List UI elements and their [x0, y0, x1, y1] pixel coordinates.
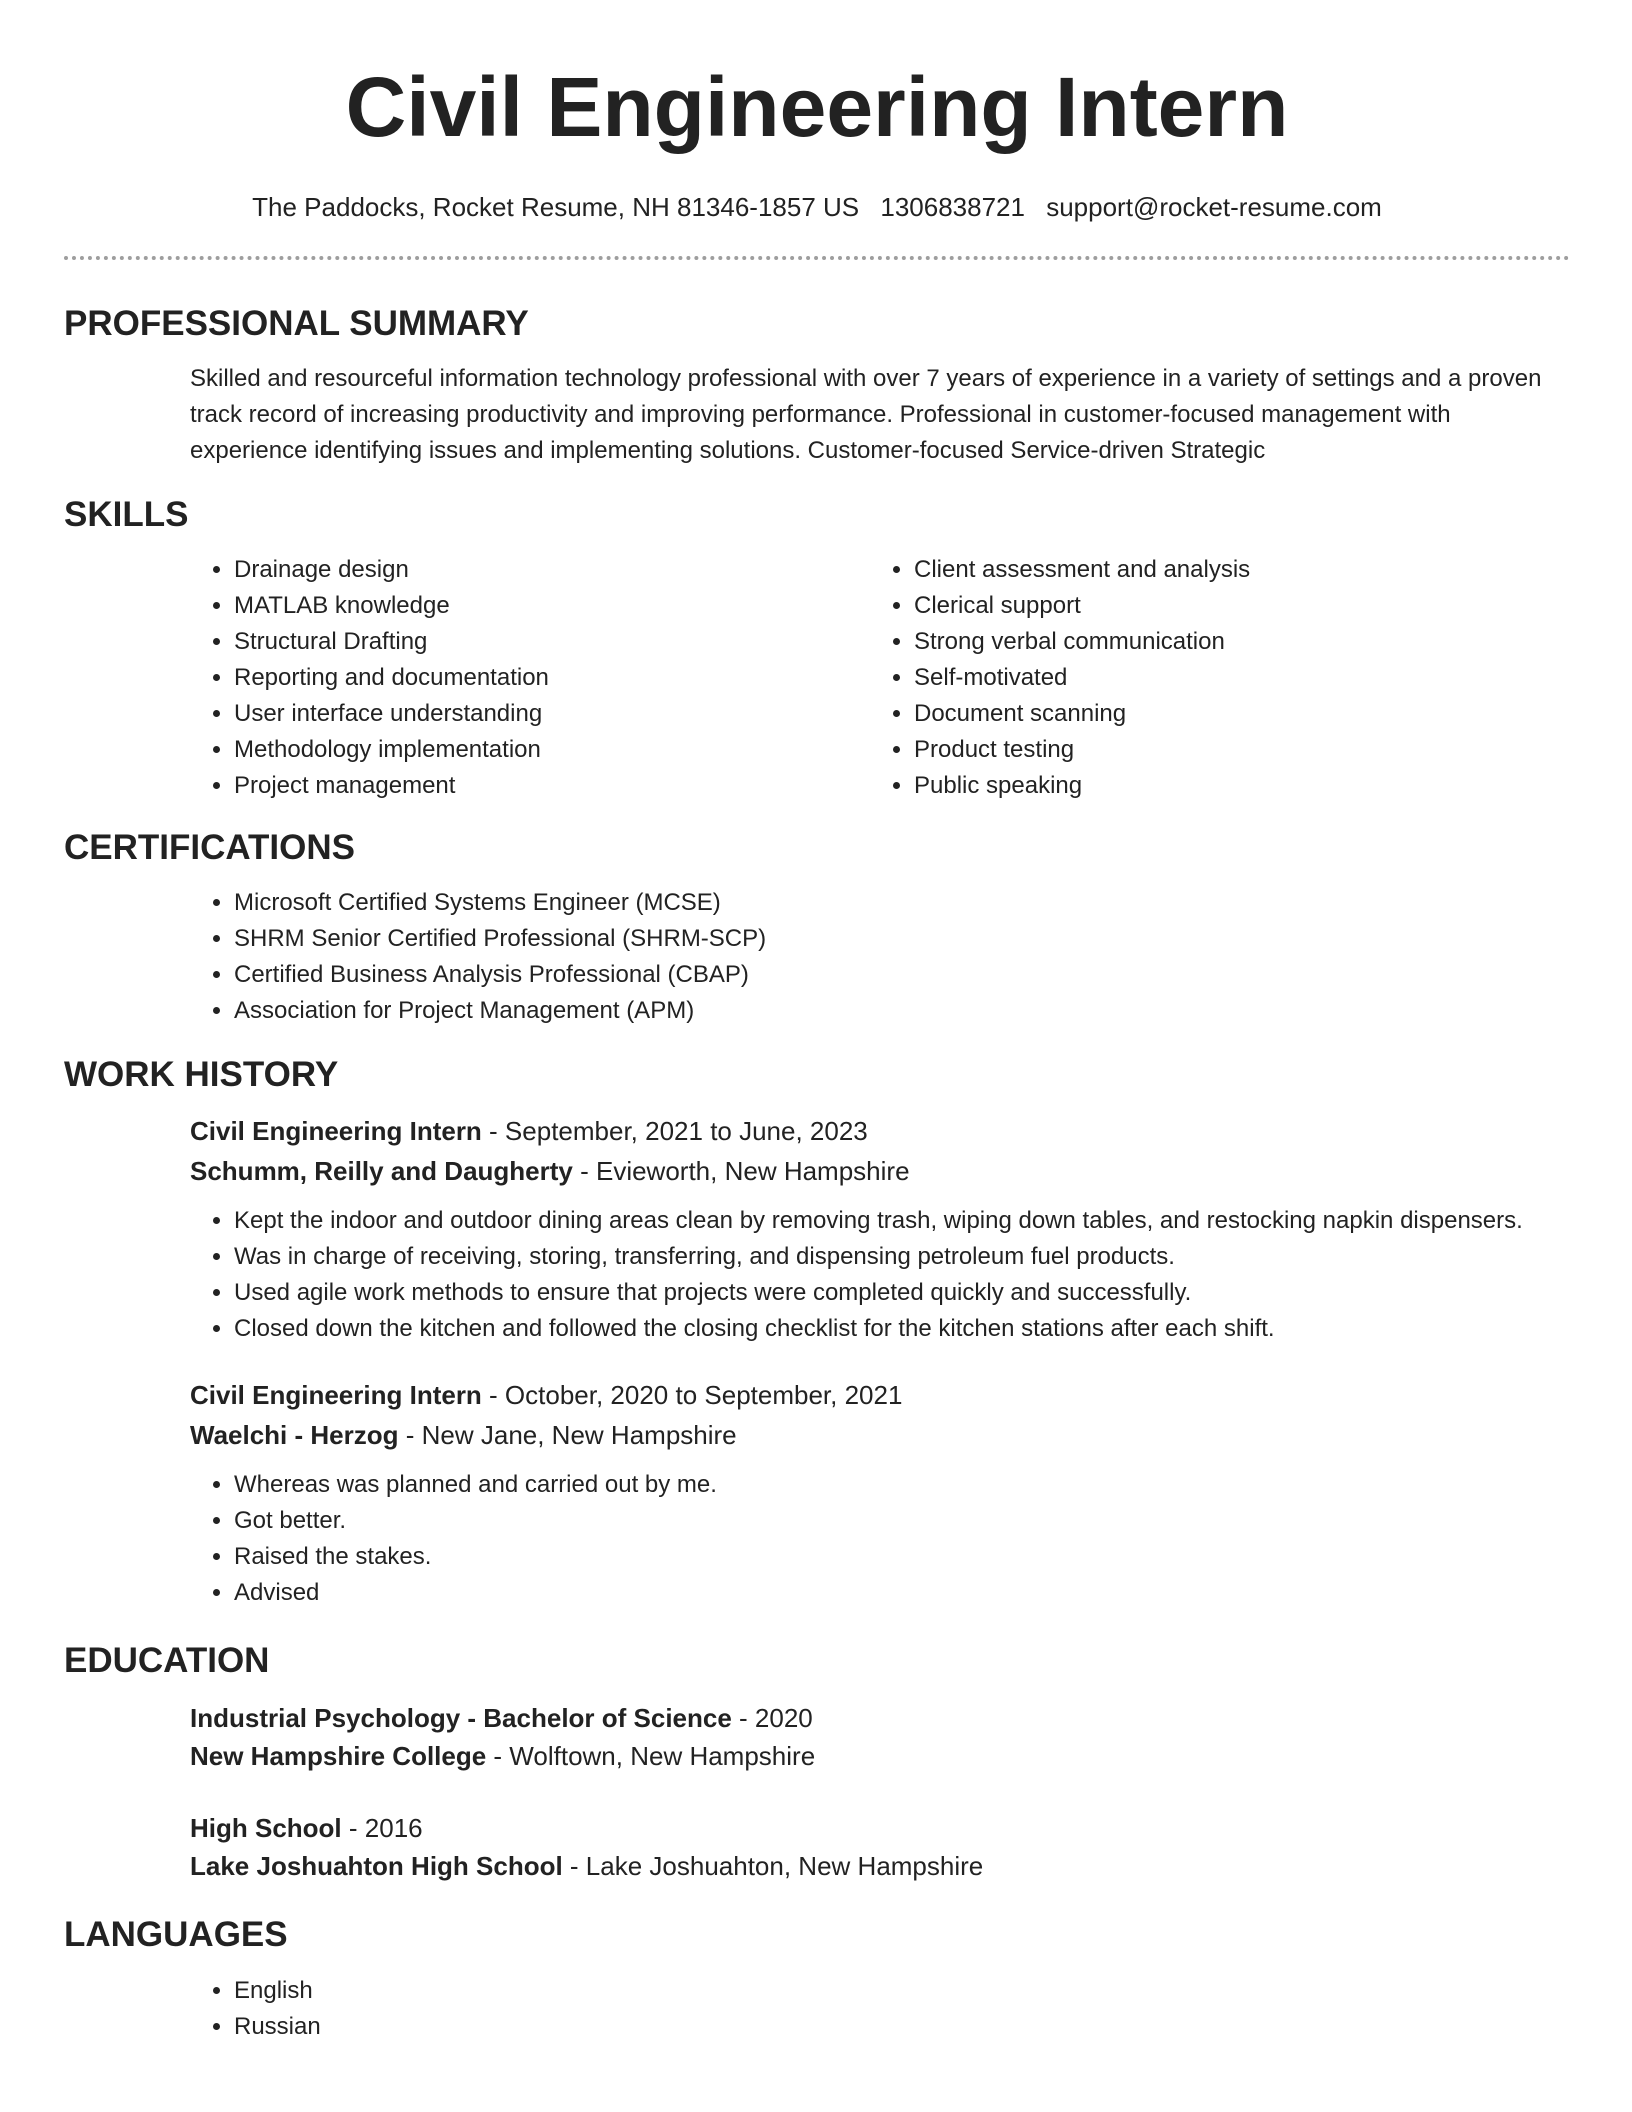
job-role: Civil Engineering Intern	[190, 1116, 482, 1146]
skill-item: • Document scanning	[914, 696, 1550, 732]
certification-item: • Certified Business Analysis Professional (CBAP)	[234, 957, 1570, 993]
degree-year: - 2016	[341, 1813, 423, 1843]
job-bullet: • Advised	[234, 1575, 1570, 1611]
education-section	[64, 1641, 1570, 1885]
skills-right-column	[870, 552, 1550, 804]
education-heading: EDUCATION	[64, 1641, 270, 1680]
certifications-section	[64, 828, 1570, 1029]
skill-item: • Product testing	[914, 732, 1550, 768]
degree-line	[190, 1809, 1570, 1847]
skill-item: • MATLAB knowledge	[234, 588, 870, 624]
skill-item: • Methodology implementation	[234, 732, 870, 768]
school-name: Lake Joshuahton High School	[190, 1851, 563, 1881]
summary-heading: PROFESSIONAL SUMMARY	[64, 304, 529, 343]
degree-year: - 2020	[731, 1703, 813, 1733]
job-bullet: • Raised the stakes.	[234, 1539, 1570, 1575]
skill-item: • Clerical support	[914, 588, 1550, 624]
job-bullet: • Got better.	[234, 1503, 1570, 1539]
contact-line	[64, 192, 1570, 222]
skill-item: • Drainage design	[234, 552, 870, 588]
job-location: - Evieworth, New Hampshire	[572, 1156, 910, 1186]
degree-line	[190, 1699, 1570, 1737]
certification-item: • SHRM Senior Certified Professional (SHRM-SCP)	[234, 921, 1570, 957]
language-item: • Russian	[234, 2009, 1570, 2045]
degree-name: High School	[190, 1813, 342, 1843]
skills-section	[64, 495, 1570, 804]
certification-item: • Microsoft Certified Systems Engineer (MCSE)	[234, 885, 1570, 921]
job-location: - New Jane, New Hampshire	[398, 1420, 737, 1450]
skills-columns	[190, 552, 1570, 804]
job-entry	[190, 1375, 1570, 1611]
school-name: New Hampshire College	[190, 1741, 487, 1771]
contact-phone: 1306838721	[880, 192, 1025, 222]
job-bullet: • Was in charge of receiving, storing, transferring, and dispensing petroleum fuel products.	[234, 1239, 1570, 1275]
certifications-list	[190, 885, 1570, 1029]
work-heading: WORK HISTORY	[64, 1055, 339, 1094]
summary-section	[64, 304, 1570, 469]
skills-left-column	[190, 552, 870, 804]
education-entry	[190, 1699, 1570, 1775]
job-bullet: • Whereas was planned and carried out by me.	[234, 1467, 1570, 1503]
certifications-heading: CERTIFICATIONS	[64, 828, 356, 867]
education-entry	[190, 1809, 1570, 1885]
school-location: - Lake Joshuahton, New Hampshire	[562, 1851, 984, 1881]
skills-heading: SKILLS	[64, 495, 189, 534]
school-location: - Wolftown, New Hampshire	[486, 1741, 816, 1771]
skill-item: • Reporting and documentation	[234, 660, 870, 696]
job-company: Waelchi - Herzog	[190, 1420, 399, 1450]
job-bullet: • Kept the indoor and outdoor dining areas clean by removing trash, wiping down tables, and restocking napkin dispensers.	[234, 1203, 1570, 1239]
header-divider	[64, 256, 1570, 260]
skill-item: • Client assessment and analysis	[914, 552, 1550, 588]
contact-address: The Paddocks, Rocket Resume, NH 81346-1857 US	[252, 192, 860, 222]
candidate-name: Civil Engineering Intern	[345, 60, 1289, 154]
skill-item: • Structural Drafting	[234, 624, 870, 660]
school-line	[190, 1847, 1570, 1885]
job-bullet: • Used agile work methods to ensure that projects were completed quickly and successfully.	[234, 1275, 1570, 1311]
skill-item: • Public speaking	[914, 768, 1550, 804]
job-dates: - October, 2020 to September, 2021	[481, 1380, 903, 1410]
job-title-line	[190, 1111, 1570, 1151]
job-bullet: • Closed down the kitchen and followed the closing checklist for the kitchen stations after each shift.	[234, 1311, 1570, 1347]
contact-email: support@rocket-resume.com	[1046, 192, 1382, 222]
job-entry	[190, 1111, 1570, 1347]
job-title-line	[190, 1375, 1570, 1415]
job-company: Schumm, Reilly and Daugherty	[190, 1156, 573, 1186]
summary-text: Skilled and resourceful information technology professional with over 7 years of experience in a variety of settings and a proven track record of increasing productivity and improving performance. Professional in customer-focused management with experience identifying issues and implementing solutions. Customer-focused Service-driven Strategic	[190, 365, 1542, 464]
languages-list	[190, 1973, 1570, 2045]
job-company-line	[190, 1415, 1570, 1455]
degree-name: Industrial Psychology - Bachelor of Science	[190, 1703, 732, 1733]
languages-heading: LANGUAGES	[64, 1915, 288, 1954]
school-line	[190, 1737, 1570, 1775]
resume-page	[64, 0, 1570, 2045]
skill-item: • Project management	[234, 768, 870, 804]
skill-item: • Strong verbal communication	[914, 624, 1550, 660]
language-item: • English	[234, 1973, 1570, 2009]
skill-item: • Self-motivated	[914, 660, 1550, 696]
languages-section	[64, 1915, 1570, 2045]
job-role: Civil Engineering Intern	[190, 1380, 482, 1410]
certification-item: • Association for Project Management (APM)	[234, 993, 1570, 1029]
work-section	[64, 1055, 1570, 1611]
job-company-line	[190, 1151, 1570, 1191]
skill-item: • User interface understanding	[234, 696, 870, 732]
job-dates: - September, 2021 to June, 2023	[481, 1116, 868, 1146]
